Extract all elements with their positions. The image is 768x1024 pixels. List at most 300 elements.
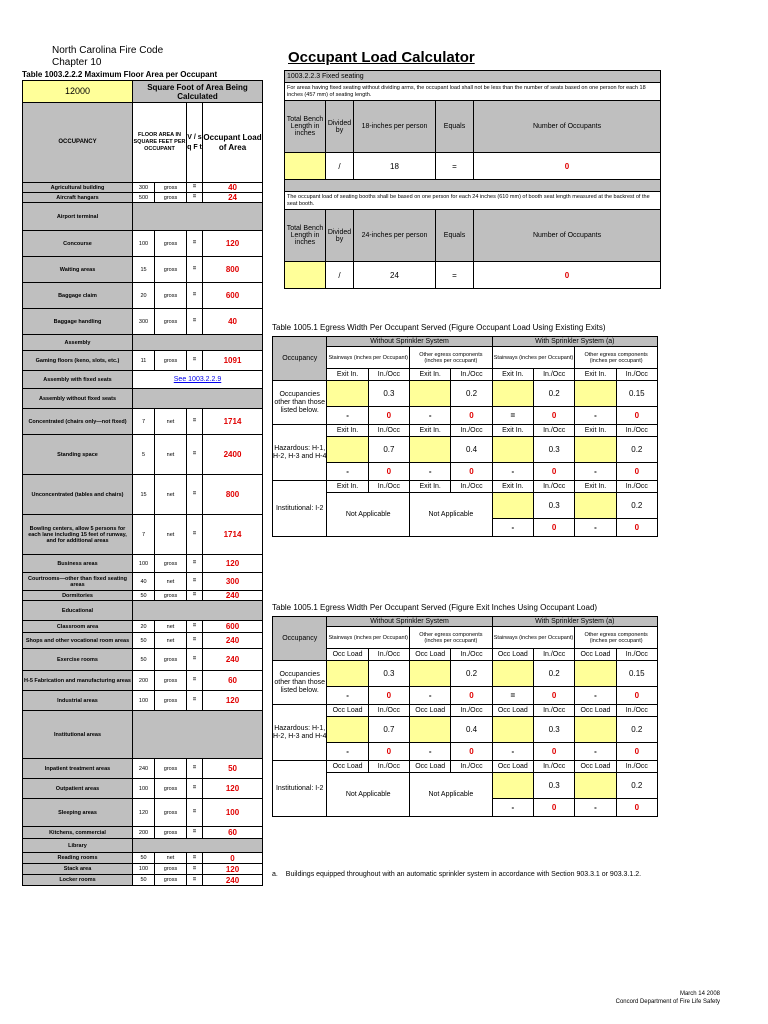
inches-per-occupant: 0.15 xyxy=(616,661,657,687)
table-row xyxy=(23,183,263,193)
equals-sign: = xyxy=(187,475,203,515)
occupant-load-value: 0 xyxy=(203,853,263,864)
equals-sign: = xyxy=(187,827,203,839)
width-input[interactable] xyxy=(575,381,616,407)
table-row xyxy=(273,687,658,705)
result-value: 0 xyxy=(616,463,657,481)
table-row xyxy=(23,591,263,601)
width-input[interactable] xyxy=(492,717,533,743)
inches-per-occupant: 0.7 xyxy=(368,437,409,463)
col-floor-area: FLOOR AREA IN SQUARE FEET PER OCCUPANT xyxy=(133,103,187,183)
operator: - xyxy=(410,743,451,761)
occupancy-name: Stack area xyxy=(23,864,133,875)
table-row xyxy=(273,407,658,425)
h-equals-2: Equals xyxy=(436,210,474,262)
floor-area-value: 240 xyxy=(133,759,155,779)
operator: - xyxy=(575,519,616,537)
equals-sign: = xyxy=(187,875,203,886)
section-filler xyxy=(133,335,263,351)
operator: - xyxy=(410,407,451,425)
fixed-seating-table xyxy=(284,70,661,289)
floor-area-value: 50 xyxy=(133,591,155,601)
footnote xyxy=(272,870,652,879)
section-filler xyxy=(133,601,263,621)
occupancy-name: Concentrated (chairs only—not fixed) xyxy=(23,409,133,435)
other-egress-header: Other egress components (inches per occupant) xyxy=(410,347,493,369)
spacer-row xyxy=(285,180,661,192)
occupant-load-value: 600 xyxy=(203,621,263,633)
width-input[interactable] xyxy=(327,661,368,687)
result-value: 0 xyxy=(368,743,409,761)
eq-sign-2: = xyxy=(436,262,474,289)
stairways-header: Stairways (inches per Occupant) xyxy=(327,627,410,649)
section-filler xyxy=(133,711,263,759)
area-type: gross xyxy=(155,649,187,671)
result-value: 0 xyxy=(451,687,492,705)
stairways-header: Stairways (inches per Occupant) xyxy=(492,347,575,369)
table-row xyxy=(23,475,263,515)
area-input[interactable]: 12000 xyxy=(23,81,133,103)
h-number-2: Number of Occupants xyxy=(474,210,661,262)
width-input[interactable] xyxy=(327,717,368,743)
egress-table-a-caption: Table 1005.1 Egress Width Per Occupant Served (Figure Occupant Load Using Existing Exits) xyxy=(272,323,606,332)
in-per-occ-header: In./Occ xyxy=(534,425,575,437)
fixed-seating-caption: 1003.2.2.3 Fixed seating xyxy=(285,71,661,83)
occupancy-name: Airport terminal xyxy=(23,203,133,231)
inches-per-occupant: 0.2 xyxy=(534,381,575,407)
equals-sign: = xyxy=(187,633,203,649)
operator: - xyxy=(492,519,533,537)
in-per-occ-header: In./Occ xyxy=(616,425,657,437)
eq-sign-1: = xyxy=(436,153,474,180)
result-value: 0 xyxy=(368,463,409,481)
inches-per-occupant: 0.3 xyxy=(368,661,409,687)
floor-area-value: 120 xyxy=(133,799,155,827)
egress-table-occupant-load xyxy=(272,616,658,817)
width-input[interactable] xyxy=(575,437,616,463)
code-title xyxy=(52,45,163,69)
input-header: Occ Load xyxy=(492,649,533,661)
table-row xyxy=(23,515,263,555)
area-type: gross xyxy=(155,555,187,573)
area-type: gross xyxy=(155,283,187,309)
table-row xyxy=(23,409,263,435)
inches-per-occupant: 0.2 xyxy=(616,717,657,743)
equals-sign: = xyxy=(187,864,203,875)
table-row xyxy=(23,573,263,591)
occupancy-label: Institutional: I-2 xyxy=(273,761,327,817)
operator: = xyxy=(492,687,533,705)
result-value: 0 xyxy=(616,799,657,817)
occupant-load-value: 800 xyxy=(203,475,263,515)
table-row xyxy=(23,671,263,691)
occupancy-label: Occupancies other than those listed below. xyxy=(273,661,327,705)
occupancy-name: Aircraft hangars xyxy=(23,193,133,203)
area-input-label: Square Foot of Area Being Calculated xyxy=(133,81,263,103)
other-egress-header: Other egress components (inches per occupant) xyxy=(410,627,493,649)
occupancy-name: Locker rooms xyxy=(23,875,133,886)
occupancy-name: Unconcentrated (tables and chairs) xyxy=(23,475,133,515)
operator: - xyxy=(492,463,533,481)
floor-area-value: 7 xyxy=(133,409,155,435)
area-type: gross xyxy=(155,799,187,827)
without-sprinkler-header: Without Sprinkler System xyxy=(327,617,492,627)
floor-area-value: 300 xyxy=(133,309,155,335)
occupant-load-value: 120 xyxy=(203,555,263,573)
area-type: gross xyxy=(155,309,187,335)
result-value: 0 xyxy=(368,687,409,705)
h-total-bench-2: Total Bench Length in inches xyxy=(285,210,326,262)
input-header: Exit In. xyxy=(492,369,533,381)
occupancy-name: Inpatient treatment areas xyxy=(23,759,133,779)
table-row xyxy=(273,425,658,437)
occupancy-name: Baggage claim xyxy=(23,283,133,309)
floor-area-value: 11 xyxy=(133,351,155,371)
area-type: gross xyxy=(155,864,187,875)
table-row xyxy=(273,705,658,717)
occupancy-name: Reading rooms xyxy=(23,853,133,864)
equals-sign: = xyxy=(187,283,203,309)
table-row xyxy=(273,369,658,381)
table-row xyxy=(23,649,263,671)
occupancy-name: Standing space xyxy=(23,435,133,475)
in-per-occ-header: In./Occ xyxy=(368,481,409,493)
width-input[interactable] xyxy=(492,773,533,799)
table-row xyxy=(23,711,263,759)
width-input[interactable] xyxy=(410,381,451,407)
table-row xyxy=(273,773,658,799)
h-equals-1: Equals xyxy=(436,101,474,153)
inches-per-occupant: 0.7 xyxy=(368,717,409,743)
area-type: net xyxy=(155,409,187,435)
result-value: 0 xyxy=(534,407,575,425)
div-sign-1: / xyxy=(326,153,354,180)
in-per-occ-header: In./Occ xyxy=(616,705,657,717)
in-per-occ-header: In./Occ xyxy=(616,761,657,773)
floor-area-value: 20 xyxy=(133,621,155,633)
area-type: net xyxy=(155,475,187,515)
input-header: Exit In. xyxy=(575,481,616,493)
area-type: gross xyxy=(155,691,187,711)
table-row xyxy=(23,193,263,203)
width-input[interactable] xyxy=(327,437,368,463)
inches-per-occupant: 0.2 xyxy=(451,381,492,407)
input-header: Occ Load xyxy=(575,649,616,661)
table-row xyxy=(23,759,263,779)
equals-sign: = xyxy=(187,309,203,335)
input-header: Exit In. xyxy=(327,369,368,381)
stairways-header: Stairways (inches per Occupant) xyxy=(327,347,410,369)
result-value: 0 xyxy=(451,407,492,425)
input-header: Occ Load xyxy=(327,705,368,717)
in-per-occ-header: In./Occ xyxy=(616,649,657,661)
in-per-occ-header: In./Occ xyxy=(368,705,409,717)
area-type: gross xyxy=(155,183,187,193)
width-input[interactable] xyxy=(575,493,616,519)
equals-sign: = xyxy=(187,555,203,573)
in-per-occ-header: In./Occ xyxy=(451,425,492,437)
floor-area-value: 40 xyxy=(133,573,155,591)
occupancy-name: Industrial areas xyxy=(23,691,133,711)
area-type: gross xyxy=(155,671,187,691)
occupant-load-value: 240 xyxy=(203,633,263,649)
in-per-occ-header: In./Occ xyxy=(368,649,409,661)
result-value: 0 xyxy=(616,687,657,705)
equals-sign: = xyxy=(187,759,203,779)
footnote-mark: a. xyxy=(272,871,278,878)
div-sign-2: / xyxy=(326,262,354,289)
width-input[interactable] xyxy=(492,437,533,463)
table-row xyxy=(23,853,263,864)
table-row xyxy=(273,649,658,661)
result-value: 0 xyxy=(534,463,575,481)
h-divided-2: Divided by xyxy=(326,210,354,262)
width-input[interactable] xyxy=(575,773,616,799)
area-type: gross xyxy=(155,779,187,799)
result-value: 0 xyxy=(368,407,409,425)
width-input[interactable] xyxy=(492,661,533,687)
input-header: Occ Load xyxy=(410,649,451,661)
width-input[interactable] xyxy=(575,661,616,687)
occupant-load-value: 40 xyxy=(203,309,263,335)
table-row xyxy=(273,617,658,627)
col-occupancy: OCCUPANCY xyxy=(23,103,133,183)
fixed-seats-link[interactable]: See 1003.2.2.9 xyxy=(173,375,222,383)
table-row xyxy=(23,389,263,409)
occupant-load-value: 60 xyxy=(203,827,263,839)
area-type: gross xyxy=(155,827,187,839)
in-per-occ-header: In./Occ xyxy=(451,481,492,493)
occupancy-label: Institutional: I-2 xyxy=(273,481,327,537)
operator: - xyxy=(410,463,451,481)
input-header: Occ Load xyxy=(492,705,533,717)
width-input[interactable] xyxy=(410,717,451,743)
fixed-seating-text-2: The occupant load of seating booths shall be based on one person for each 24 inches (610 mm) of booth seat length measured at the backrest of the seat booth. xyxy=(285,192,661,210)
in-per-occ-header: In./Occ xyxy=(451,369,492,381)
footer-dept: Concord Department of Fire Life Safety xyxy=(615,999,720,1005)
equals-sign: = xyxy=(187,591,203,601)
bench-length-input-24[interactable] xyxy=(285,262,326,289)
table-row xyxy=(23,257,263,283)
section-filler xyxy=(133,389,263,409)
table-row xyxy=(273,743,658,761)
equals-sign: = xyxy=(187,351,203,371)
area-type: gross xyxy=(155,759,187,779)
in-per-occ-header: In./Occ xyxy=(534,481,575,493)
table-row xyxy=(23,203,263,231)
area-type: gross xyxy=(155,591,187,601)
floor-area-value: 100 xyxy=(133,231,155,257)
other-egress-header: Other egress components (inches per occupant) xyxy=(575,347,658,369)
with-sprinkler-header: With Sprinkler System (a) xyxy=(492,617,657,627)
equals-sign: = xyxy=(187,649,203,671)
page-title: Occupant Load Calculator xyxy=(288,49,475,66)
occupant-load-value: 800 xyxy=(203,257,263,283)
input-header: Exit In. xyxy=(410,481,451,493)
input-header: Occ Load xyxy=(327,761,368,773)
operator: = xyxy=(492,407,533,425)
width-input[interactable] xyxy=(492,381,533,407)
result-value: 0 xyxy=(451,463,492,481)
table-row xyxy=(23,283,263,309)
inches-per-occupant: 0.3 xyxy=(368,381,409,407)
table-row xyxy=(273,337,658,347)
width-input[interactable] xyxy=(410,437,451,463)
floor-area-value: 100 xyxy=(133,864,155,875)
with-sprinkler-header: With Sprinkler System (a) xyxy=(492,337,657,347)
left-table-caption: Table 1003.2.2.2 Maximum Floor Area per Occupant xyxy=(22,70,218,79)
table-row xyxy=(23,864,263,875)
occupant-load-value: 60 xyxy=(203,671,263,691)
col-occupancy: Occupancy xyxy=(273,617,327,661)
input-header: Occ Load xyxy=(410,761,451,773)
in-per-occ-header: In./Occ xyxy=(368,761,409,773)
inches-per-occupant: 0.3 xyxy=(534,773,575,799)
width-input[interactable] xyxy=(575,717,616,743)
inches-per-occupant: 0.4 xyxy=(451,717,492,743)
floor-area-value: 15 xyxy=(133,257,155,283)
occupancy-name: Library xyxy=(23,839,133,853)
stairways-header: Stairways (inches per Occupant) xyxy=(492,627,575,649)
input-header: Exit In. xyxy=(492,425,533,437)
bench-length-input-18[interactable] xyxy=(285,153,326,180)
egress-table-b-caption: Table 1005.1 Egress Width Per Occupant Served (Figure Exit Inches Using Occupant Load) xyxy=(272,603,598,612)
without-sprinkler-header: Without Sprinkler System xyxy=(327,337,492,347)
width-input[interactable] xyxy=(410,661,451,687)
floor-area-value: 200 xyxy=(133,827,155,839)
occupancy-label: Hazardous: H-1, H-2, H-3 and H-4 xyxy=(273,705,327,761)
occupancy-name: Bowling centers, allow 5 persons for each lane including 15 feet of runway, and for additional areas xyxy=(23,515,133,555)
area-type: net xyxy=(155,853,187,864)
table-row xyxy=(23,601,263,621)
inches-per-occupant: 0.3 xyxy=(534,717,575,743)
floor-area-value: 100 xyxy=(133,779,155,799)
occupant-load-value: 240 xyxy=(203,591,263,601)
occupant-load-value: 1714 xyxy=(203,515,263,555)
table-row xyxy=(23,371,263,389)
occupant-load-value: 120 xyxy=(203,864,263,875)
in-per-occ-header: In./Occ xyxy=(534,705,575,717)
occupancy-name: Assembly with fixed seats xyxy=(23,371,133,389)
equals-sign: = xyxy=(187,853,203,864)
input-header: Occ Load xyxy=(410,705,451,717)
in-per-occ-header: In./Occ xyxy=(616,369,657,381)
occupancy-name: Dormitories xyxy=(23,591,133,601)
area-type: net xyxy=(155,633,187,649)
occupant-load-value: 2400 xyxy=(203,435,263,475)
operator: - xyxy=(575,407,616,425)
input-header: Exit In. xyxy=(410,369,451,381)
occupancy-name: Assembly xyxy=(23,335,133,351)
inches-per-occupant: 0.2 xyxy=(534,661,575,687)
operator: - xyxy=(327,743,368,761)
h-total-bench-1: Total Bench Length in inches xyxy=(285,101,326,153)
equals-sign: = xyxy=(187,409,203,435)
operator: - xyxy=(575,463,616,481)
table-row xyxy=(23,309,263,335)
equals-sign: = xyxy=(187,671,203,691)
input-header: Occ Load xyxy=(492,761,533,773)
inches-per-occupant: 0.2 xyxy=(616,773,657,799)
occupancy-name: Exercise rooms xyxy=(23,649,133,671)
table-row xyxy=(273,381,658,407)
floor-area-value: 50 xyxy=(133,853,155,864)
width-input[interactable] xyxy=(327,381,368,407)
input-header: Exit In. xyxy=(327,425,368,437)
table-row xyxy=(23,839,263,853)
table-row xyxy=(23,351,263,371)
footer-date: March 14 2008 xyxy=(679,991,720,997)
table-row xyxy=(273,463,658,481)
occupancy-name: Baggage handling xyxy=(23,309,133,335)
equals-sign: = xyxy=(187,231,203,257)
table-row xyxy=(273,493,658,519)
table-row xyxy=(23,779,263,799)
inches-per-occupant: 0.15 xyxy=(616,381,657,407)
occupancy-name: Courtrooms—other than fixed seating areas xyxy=(23,573,133,591)
occupancy-name: Concourse xyxy=(23,231,133,257)
operator: - xyxy=(327,407,368,425)
chapter-label: Chapter 10 xyxy=(52,57,102,68)
occupant-load-value: 50 xyxy=(203,759,263,779)
h-divided-1: Divided by xyxy=(326,101,354,153)
value-18: 18 xyxy=(354,153,436,180)
occupancy-name: Waiting areas xyxy=(23,257,133,283)
width-input[interactable] xyxy=(492,493,533,519)
table-row xyxy=(23,335,263,351)
floor-area-value: 20 xyxy=(133,283,155,309)
result-24: 0 xyxy=(474,262,661,289)
operator: - xyxy=(327,463,368,481)
floor-area-value: 100 xyxy=(133,691,155,711)
equals-sign: = xyxy=(187,193,203,203)
h-number-1: Number of Occupants xyxy=(474,101,661,153)
table-row xyxy=(23,799,263,827)
table-row xyxy=(273,717,658,743)
in-per-occ-header: In./Occ xyxy=(451,649,492,661)
input-header: Exit In. xyxy=(575,369,616,381)
floor-area-value: 15 xyxy=(133,475,155,515)
operator: - xyxy=(575,799,616,817)
operator: - xyxy=(410,687,451,705)
inches-per-occupant: 0.3 xyxy=(534,437,575,463)
not-applicable: Not Applicable xyxy=(410,773,493,817)
occupant-load-value: 300 xyxy=(203,573,263,591)
floor-area-value: 50 xyxy=(133,875,155,886)
result-value: 0 xyxy=(616,519,657,537)
inches-per-occupant: 0.2 xyxy=(616,437,657,463)
occupant-load-value: 120 xyxy=(203,779,263,799)
not-applicable: Not Applicable xyxy=(327,773,410,817)
table-row xyxy=(273,347,658,369)
table-row xyxy=(273,661,658,687)
table-row xyxy=(23,555,263,573)
result-18: 0 xyxy=(474,153,661,180)
not-applicable: Not Applicable xyxy=(410,493,493,537)
occupancy-label: Occupancies other than those listed below. xyxy=(273,381,327,425)
occupancy-name: Kitchens, commercial xyxy=(23,827,133,839)
area-type: gross xyxy=(155,875,187,886)
occupancy-name: Business areas xyxy=(23,555,133,573)
equals-sign: = xyxy=(187,257,203,283)
equals-sign: = xyxy=(187,799,203,827)
occupant-load-value: 120 xyxy=(203,231,263,257)
floor-area-value: 200 xyxy=(133,671,155,691)
table-row xyxy=(23,621,263,633)
occupancy-name: Shops and other vocational room areas xyxy=(23,633,133,649)
other-egress-header: Other egress components (inches per occupant) xyxy=(575,627,658,649)
floor-area-value: 50 xyxy=(133,633,155,649)
